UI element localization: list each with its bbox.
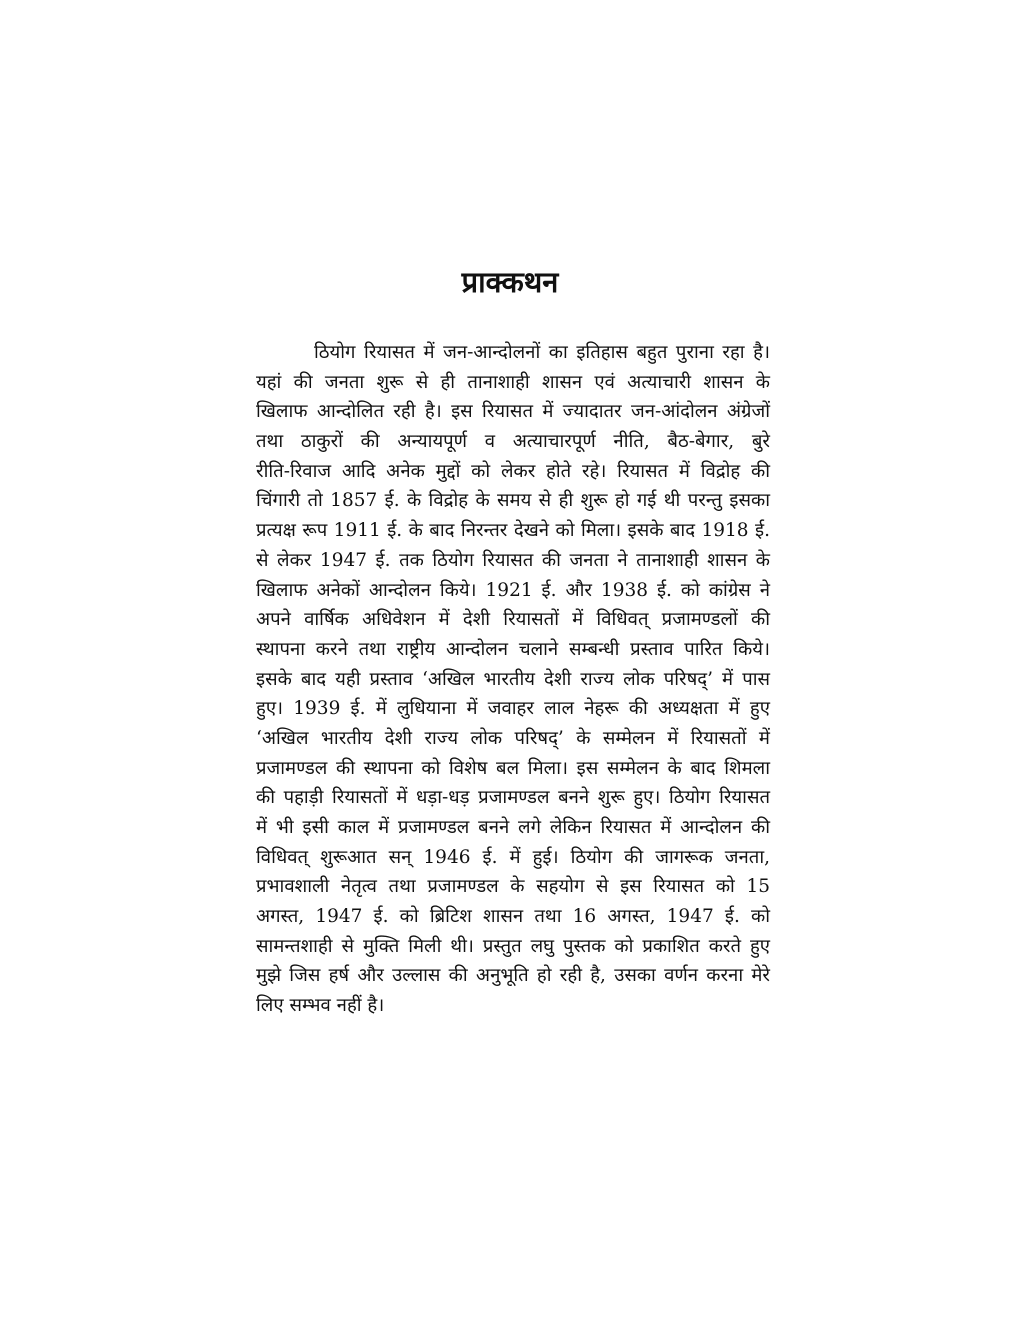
text-line: प्रत्यक्ष रूप 1911 ई. के बाद निरन्तर देखने को मिला। इसके बाद 1918 ई.	[256, 520, 770, 542]
text-line: अगस्त, 1947 ई. को ब्रिटिश शासन तथा 16 अगस्त, 1947 ई. को	[256, 906, 770, 928]
text-line: अपने वार्षिक अधिवेशन में देशी रियासतों में विधिवत् प्रजामण्डलों की	[256, 609, 770, 631]
text-line: ‘अखिल भारतीय देशी राज्य लोक परिषद्’ के सम्मेलन में रियासतों में	[256, 727, 770, 749]
text-line: सामन्तशाही से मुक्ति मिली थी। प्रस्तुत लघु पुस्तक को प्रकाशित करते हुए	[256, 935, 770, 957]
page-title: प्राक्कथन	[461, 265, 559, 299]
text-line: से लेकर 1947 ई. तक ठियोग रियासत की जनता ने तानाशाही शासन के	[256, 549, 770, 571]
text-line: में भी इसी काल में प्रजामण्डल बनने लगे लेकिन रियासत में आन्दोलन की	[256, 817, 770, 838]
text-line: हुए। 1939 ई. में लुधियाना में जवाहर लाल नेहरू की अध्यक्षता में हुए	[256, 698, 770, 720]
text-line: खिलाफ आन्दोलित रही है। इस रियासत में ज्यादातर जन-आंदोलन अंग्रेजों	[256, 401, 770, 423]
text-line: स्थापना करने तथा राष्ट्रीय आन्दोलन चलाने सम्बन्धी प्रस्ताव पारित किये।	[256, 638, 770, 660]
text-line: तथा ठाकुरों की अन्यायपूर्ण व अत्याचारपूर्ण नीति, बैठ-बेगार, बुरे	[256, 431, 770, 453]
text-line: विधिवत् शुरूआत सन् 1946 ई. में हुई। ठियोग की जागरूक जनता,	[256, 846, 770, 868]
preface-paragraph	[256, 338, 770, 1021]
text-line: इसके बाद यही प्रस्ताव ‘अखिल भारतीय देशी राज्य लोक परिषद्’ में पास	[256, 668, 770, 690]
text-line: प्रभावशाली नेतृत्व तथा प्रजामण्डल के सहयोग से इस रियासत को 15	[256, 876, 770, 898]
text-line: की पहाड़ी रियासतों में धड़ा-धड़ प्रजामण्डल बनने शुरू हुए। ठियोग रियासत	[256, 787, 770, 809]
text-line: प्रजामण्डल की स्थापना को विशेष बल मिला। इस सम्मेलन के बाद शिमला	[256, 757, 770, 779]
text-line: चिंगारी तो 1857 ई. के विद्रोह के समय से ही शुरू हो गई थी परन्तु इसका	[256, 490, 770, 512]
text-line: खिलाफ अनेकों आन्दोलन किये। 1921 ई. और 1938 ई. को कांग्रेस ने	[256, 579, 770, 601]
text-line: मुझे जिस हर्ष और उल्लास की अनुभूति हो रही है, उसका वर्णन करना मेरे	[256, 965, 770, 987]
text-line: ठियोग रियासत में जन-आन्दोलनों का इतिहास बहुत पुराना रहा है।	[314, 342, 770, 363]
text-line: रीति-रिवाज आदि अनेक मुद्दों को लेकर होते रहे। रियासत में विद्रोह की	[256, 460, 770, 482]
text-line: यहां की जनता शुरू से ही तानाशाही शासन एवं अत्याचारी शासन के	[256, 371, 770, 393]
text-line: लिए सम्भव नहीं है।	[256, 995, 385, 1017]
